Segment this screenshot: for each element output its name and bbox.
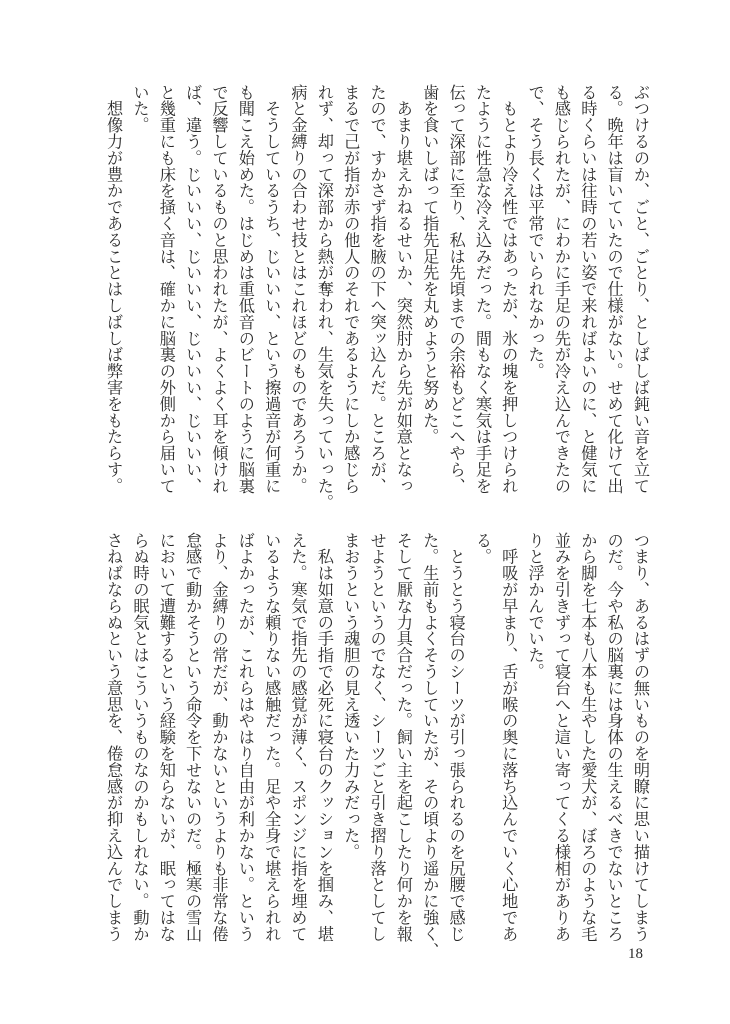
text-column: たように性急な冷え込みだった。間もなく寒気は手足を xyxy=(472,84,492,494)
text-column: 並みを引きずって寝台へと這い寄ってくる様相がありあ xyxy=(551,532,571,942)
text-column: のだ。今や私の脳裏には身体の生えるべきでないところ xyxy=(604,532,624,942)
text-column: いた。 xyxy=(130,84,150,134)
text-column: 呼吸が早まり、舌が喉の奥に落ち込んでいく心地であ xyxy=(499,532,519,942)
text-column: る。晩年は盲いていたので仕様がない。せめて化けて出 xyxy=(604,84,624,494)
text-column: 病と金縛りの合わせ技とはこれほどのものであろうか。 xyxy=(288,84,308,494)
text-column: つまり、あるはずの無いものを明瞭に思い描けてしまう xyxy=(631,532,650,942)
page-number: 18 xyxy=(628,946,643,962)
text-column: まるで己が指が赤の他人のそれであるようにしか感じら xyxy=(341,84,361,494)
text-column: る。 xyxy=(472,532,492,565)
text-column: 怠感で動かそうという命令を下せないのだ。極寒の雪山 xyxy=(183,532,203,942)
text-column: 歯を食いしばって指先足先を丸めようと努めた。 xyxy=(420,84,440,445)
text-column: ぶつけるのか、ごと、ごとり、としばしば鈍い音を立て xyxy=(631,84,650,494)
text-column: いるような頼りない感触だった。足や全身で堪えられれ xyxy=(262,532,282,942)
text-column: から脚を七本も八本も生やした愛犬が、ぼろのような毛 xyxy=(578,532,598,942)
text-column: せようというのでなく、シーツごと引き摺り落としてし xyxy=(367,532,387,942)
text-column: で、そう長くは平常でいられなかった。 xyxy=(525,84,545,380)
text-column: えた。寒気で指先の感覚が薄く、スポンジに指を埋めて xyxy=(288,532,308,942)
text-column: も感じられたが、にわかに手足の先が冷え込んできたの xyxy=(551,84,571,494)
text-column: たので、すかさず指を腋の下へ突ッ込んだ。ところが、 xyxy=(367,84,387,494)
text-column: において遭難するという経験を知らないが、眠ってはな xyxy=(156,532,176,942)
text-column: ばよかったが、これらはやはり自由が利かない。という xyxy=(235,532,255,942)
text-column: まおうという魂胆の見え透いた力みだった。 xyxy=(341,532,361,860)
text-column: そうしているうち、じいいい、という擦過音が何重に xyxy=(262,84,282,494)
text-column: 私は如意の手指で必死に寝台のクッションを掴み、堪 xyxy=(314,532,334,942)
text-column: 伝って深部に至り、私は先頃までの余裕もどこへやら、 xyxy=(446,84,466,494)
text-column: さねばならぬという意思を、倦怠感が抑え込んでしまう xyxy=(104,532,124,942)
text-column: りと浮かんでいた。 xyxy=(525,532,545,680)
text-column: らぬ時の眠気とはこういうものなのかもしれない。動か xyxy=(130,532,150,942)
text-column: と幾重にも床を掻く音は、確かに脳裏の外側から届いて xyxy=(156,84,176,494)
text-column: あまり堪えかねるせいか、突然肘から先が如意となっ xyxy=(393,84,413,494)
text-column: で反響しているものと思われたが、よくよく耳を傾けれ xyxy=(209,84,229,494)
text-column: もとより冷え性ではあったが、氷の塊を押しつけられ xyxy=(499,84,519,494)
text-column: れず、却って深部から熱が奪われ、生気を失っていった。 xyxy=(314,84,334,511)
text-column: そして厭な力具合だった。飼い主を起こしたり何かを報 xyxy=(393,532,413,942)
text-column: 想像力が豊かであることはしばしば弊害をもたらす。 xyxy=(104,84,124,494)
text-column: とうとう寝台のシーツが引っ張られるのを尻腰で感じ xyxy=(446,532,466,942)
text-column: も聞こえ始めた。はじめは重低音のビートのように脳裏 xyxy=(235,84,255,494)
text-column: ば、違う。じいいい、じいいい、じいいい、じいいい、 xyxy=(183,84,203,494)
text-column: る時くらいは往時の若い姿で来ればよいのに、と健気に xyxy=(578,84,598,494)
text-column: た。生前もよくそうしていたが、その頃より遥かに強く、 xyxy=(420,532,440,959)
text-column: より、金縛りの常だが、動かないというよりも非常な倦 xyxy=(209,532,229,942)
upper-text-block xyxy=(100,84,653,511)
